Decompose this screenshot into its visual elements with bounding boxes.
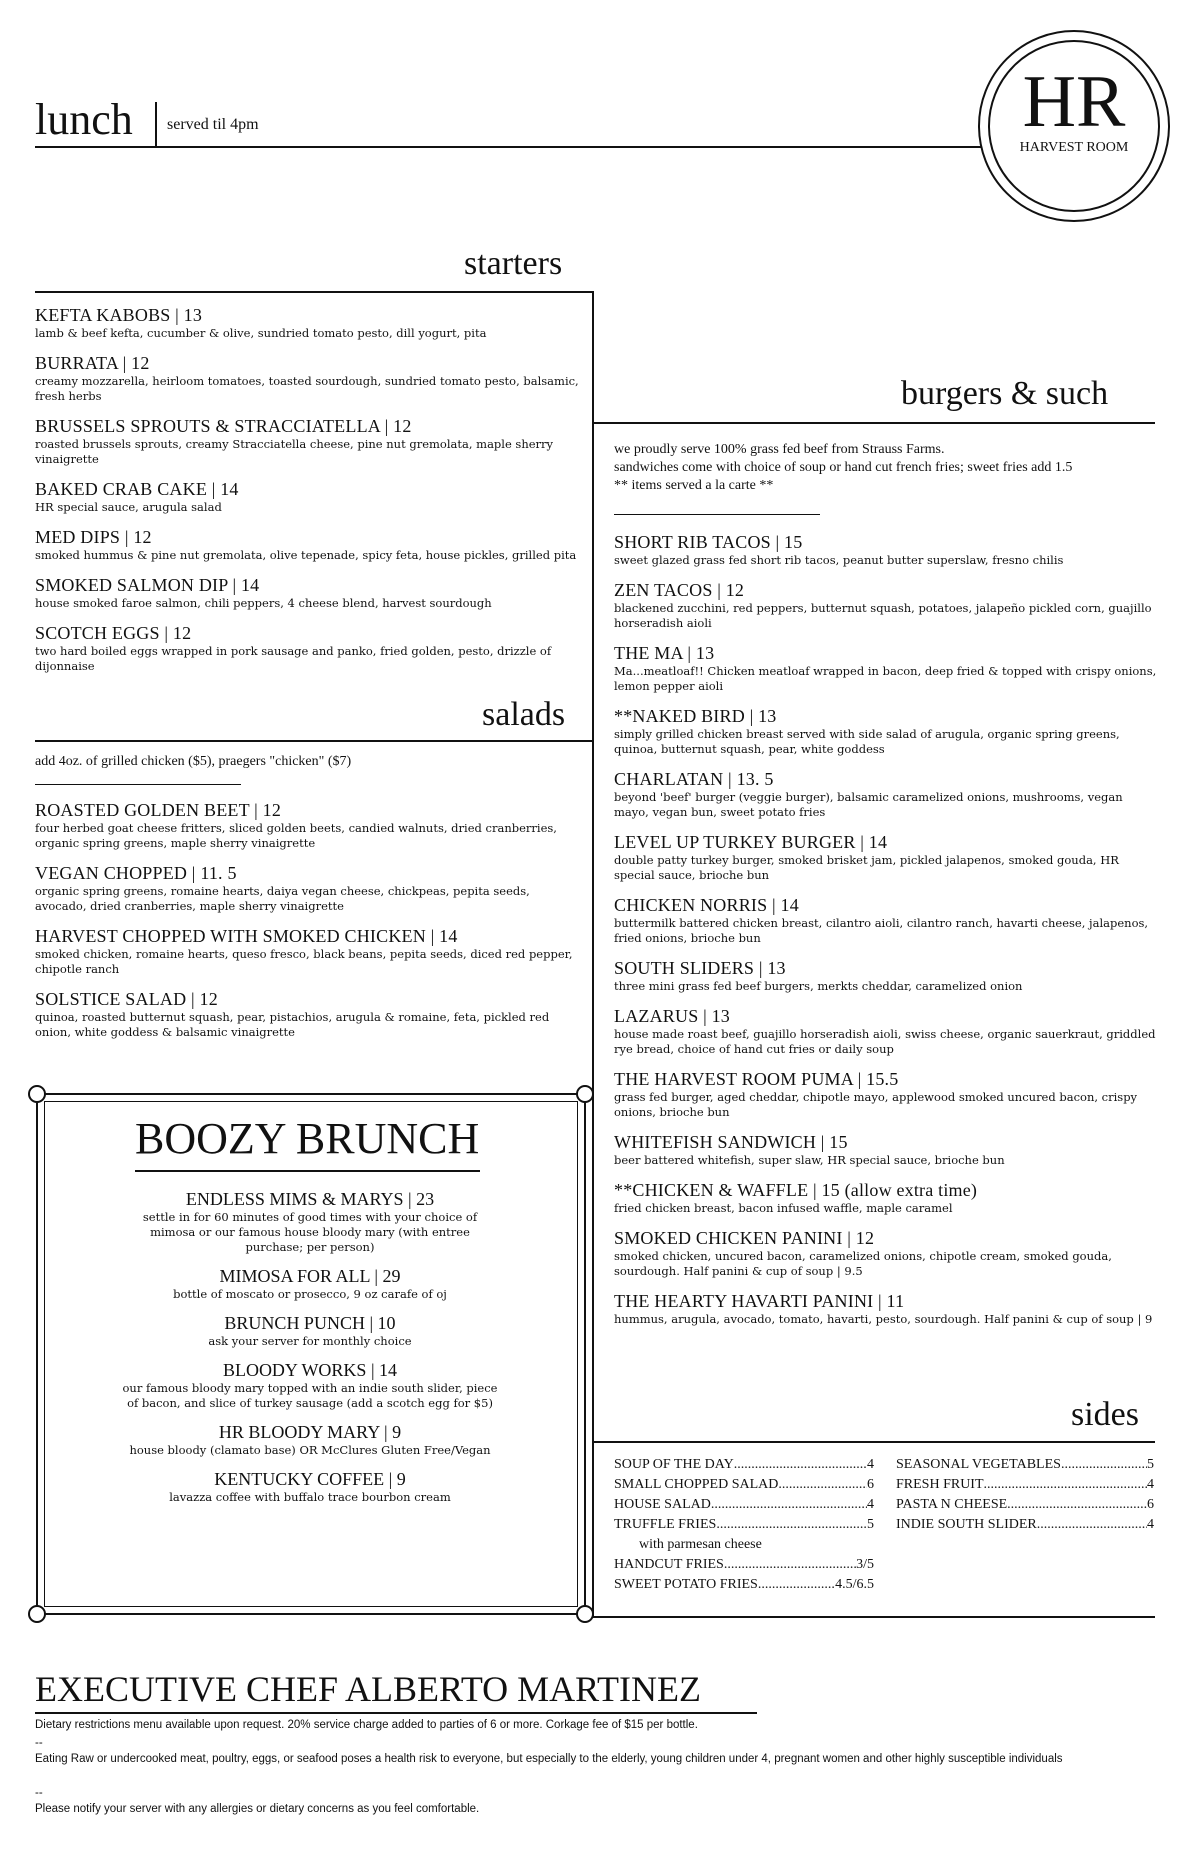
list-item — [614, 832, 1159, 883]
salads-list — [35, 800, 580, 1052]
item-desc: lavazza coffee with buffalo trace bourbon cream — [169, 1490, 451, 1504]
served-note: served til 4pm — [167, 116, 259, 133]
item-desc: settle in for 60 minutes of good times with your choice of mimosa or our famous house bloody mary (with entree purchase; per person) — [142, 1210, 478, 1254]
side-row — [614, 1455, 874, 1475]
header-divider — [155, 102, 157, 146]
footer-separator: -- — [35, 1787, 43, 1799]
item-name: SMOKED CHICKEN PANINI | 12 — [614, 1228, 875, 1248]
item-name: KEFTA KABOBS | 13 — [35, 305, 203, 325]
logo-initials: HR — [1022, 61, 1126, 143]
list-item — [614, 895, 1159, 946]
frame-corner — [576, 1605, 594, 1623]
page-title: lunch — [35, 95, 133, 144]
side-leader — [716, 1515, 867, 1535]
item-name: LAZARUS | 13 — [614, 1006, 731, 1026]
item-desc: house smoked faroe salmon, chili peppers, 4 cheese blend, harvest sourdough — [35, 596, 492, 610]
footer-line: Please notify your server with any allergies or dietary concerns as you feel comfortable. — [35, 1803, 480, 1815]
side-price: 4 — [867, 1457, 874, 1472]
item-desc: two hard boiled eggs wrapped in pork sausage and panko, fried golden, pesto, drizzle of dijonnaise — [35, 644, 552, 673]
item-desc: hummus, arugula, avocado, tomato, havarti, pesto, sourdough. Half panini & cup of soup | 9 — [614, 1312, 1153, 1326]
side-price: 5 — [867, 1517, 874, 1532]
item-desc: three mini grass fed beef burgers, merkts cheddar, caramelized onion — [614, 979, 1023, 993]
list-item — [614, 1291, 1159, 1327]
sides-rule — [592, 1441, 1155, 1443]
logo-name: HARVEST ROOM — [1019, 140, 1129, 155]
item-name: BRUSSELS SPROUTS & STRACCIATELLA | 12 — [35, 416, 412, 436]
item-name: SHORT RIB TACOS | 15 — [614, 532, 803, 552]
item-name: CHICKEN NORRIS | 14 — [614, 895, 799, 915]
item-desc: HR special sauce, arugula salad — [35, 500, 222, 514]
side-name: SWEET POTATO FRIES — [614, 1577, 758, 1592]
list-item — [120, 1468, 500, 1505]
item-name: KENTUCKY COFFEE | 9 — [214, 1469, 406, 1489]
side-price: 6 — [1147, 1497, 1154, 1512]
side-row — [896, 1515, 1154, 1535]
item-name: BLOODY WORKS | 14 — [222, 1360, 398, 1380]
side-leader — [984, 1475, 1147, 1495]
item-name: CHARLATAN | 13. 5 — [614, 769, 774, 789]
burgers-list — [614, 532, 1159, 1339]
list-item — [120, 1188, 500, 1255]
side-row — [614, 1555, 874, 1575]
sides-right — [896, 1455, 1154, 1535]
list-item — [35, 479, 580, 515]
list-item — [614, 958, 1159, 994]
side-row — [614, 1475, 874, 1495]
list-item — [614, 1132, 1159, 1168]
salads-short-rule — [35, 784, 241, 785]
item-name: VEGAN CHOPPED | 11. 5 — [35, 863, 237, 883]
list-item — [35, 926, 580, 977]
list-item — [120, 1421, 500, 1458]
burgers-short-rule — [614, 514, 820, 515]
item-desc: smoked hummus & pine nut gremolata, olive tepenade, spicy feta, house pickles, grilled pita — [35, 548, 577, 562]
side-leader — [724, 1555, 856, 1575]
item-desc: quinoa, roasted butternut squash, pear, pistachios, arugula & romaine, feta, pickled red onion, white goddess & balsamic vinaigrette — [35, 1010, 550, 1039]
side-price: 6 — [867, 1477, 874, 1492]
list-item — [614, 769, 1159, 820]
side-name: PASTA N CHEESE — [896, 1497, 1008, 1512]
side-price: 3/5 — [856, 1557, 874, 1572]
item-name: SCOTCH EGGS | 12 — [35, 623, 192, 643]
burgers-notes — [614, 441, 1159, 495]
salads-title: salads — [482, 696, 566, 733]
list-item — [35, 863, 580, 914]
list-item — [614, 1006, 1159, 1057]
side-name: TRUFFLE FRIES — [614, 1517, 717, 1532]
chef-title: EXECUTIVE CHEF ALBERTO MARTINEZ — [35, 1669, 701, 1709]
side-row — [614, 1575, 874, 1595]
list-item — [614, 532, 1159, 568]
side-price: 4.5/6.5 — [835, 1577, 874, 1592]
item-desc: ask your server for monthly choice — [208, 1334, 412, 1348]
sides-bottom-rule — [592, 1616, 1155, 1618]
list-item — [35, 989, 580, 1040]
item-name: SOUTH SLIDERS | 13 — [614, 958, 786, 978]
header-rule — [35, 146, 990, 148]
side-price: 5 — [1147, 1457, 1154, 1472]
footer-separator: -- — [35, 1737, 43, 1749]
item-name: SMOKED SALMON DIP | 14 — [35, 575, 260, 595]
burgers-note: we proudly serve 100% grass fed beef from Strauss Farms. — [614, 442, 945, 457]
side-leader — [1007, 1495, 1147, 1515]
item-name: LEVEL UP TURKEY BURGER | 14 — [614, 832, 888, 852]
burgers-title: burgers & such — [901, 375, 1109, 412]
sides-title: sides — [1071, 1396, 1139, 1433]
side-leader — [758, 1575, 835, 1595]
item-desc: sweet glazed grass fed short rib tacos, peanut butter superslaw, fresno chilis — [614, 553, 1064, 567]
item-desc: smoked chicken, romaine hearts, queso fresco, black beans, pepita seeds, diced red pepper, chipotle ranch — [35, 947, 573, 976]
burgers-rule — [592, 422, 1155, 424]
item-name: MED DIPS | 12 — [35, 527, 152, 547]
item-name: **NAKED BIRD | 13 — [614, 706, 777, 726]
item-name: HARVEST CHOPPED WITH SMOKED CHICKEN | 14 — [35, 926, 458, 946]
item-desc: roasted brussels sprouts, creamy Stracciatella cheese, pine nut gremolata, maple sherry vinaigrette — [35, 437, 554, 466]
burgers-note: ** items served a la carte ** — [614, 478, 774, 493]
boozy-list — [120, 1188, 500, 1515]
boozy-rule — [135, 1170, 480, 1172]
side-leader — [1037, 1515, 1147, 1535]
item-desc: organic spring greens, romaine hearts, daiya vegan cheese, chickpeas, pepita seeds, avocado, dried cranberries, maple sherry vinaigrette — [35, 884, 530, 913]
sides-left — [614, 1455, 874, 1595]
list-item — [35, 800, 580, 851]
item-name: ENDLESS MIMS & MARYS | 23 — [185, 1189, 435, 1209]
side-name: INDIE SOUTH SLIDER — [896, 1517, 1037, 1532]
item-name: MIMOSA FOR ALL | 29 — [219, 1266, 401, 1286]
side-name: SEASONAL VEGETABLES — [896, 1457, 1061, 1472]
side-leader — [711, 1495, 867, 1515]
side-name: SMALL CHOPPED SALAD — [614, 1477, 779, 1492]
item-desc: smoked chicken, uncured bacon, caramelized onions, chipotle cream, smoked gouda, sourdough. Half panini & cup of soup | 9.5 — [614, 1249, 1112, 1278]
item-name: THE MA | 13 — [614, 643, 715, 663]
side-name: HANDCUT FRIES — [614, 1557, 724, 1572]
side-price: 4 — [1147, 1477, 1154, 1492]
frame-corner — [28, 1605, 46, 1623]
column-divider — [592, 291, 594, 1618]
item-desc: fried chicken breast, bacon infused waffle, maple caramel — [614, 1201, 953, 1215]
item-name: ROASTED GOLDEN BEET | 12 — [35, 800, 282, 820]
item-desc: our famous bloody mary topped with an indie south slider, piece of bacon, and slice of turkey sausage (add a scotch egg for $5) — [122, 1381, 498, 1410]
item-desc: bottle of moscato or prosecco, 9 oz carafe of oj — [173, 1287, 447, 1301]
item-name: THE HARVEST ROOM PUMA | 15.5 — [614, 1069, 899, 1089]
list-item — [35, 416, 580, 467]
item-desc: four herbed goat cheese fritters, sliced golden beets, candied walnuts, dried cranberries, organic spring greens, maple sherry vinaigrette — [35, 821, 557, 850]
item-desc: lamb & beef kefta, cucumber & olive, sundried tomato pesto, dill yogurt, pita — [35, 326, 487, 340]
side-row — [896, 1495, 1154, 1515]
item-name: WHITEFISH SANDWICH | 15 — [614, 1132, 848, 1152]
side-row — [614, 1495, 874, 1515]
item-name: BAKED CRAB CAKE | 14 — [35, 479, 239, 499]
list-item — [35, 623, 580, 674]
list-item — [35, 527, 580, 563]
footer-line: Eating Raw or undercooked meat, poultry, eggs, or seafood poses a health risk to everyone, but especially to the elderly, young children under 4, pregnant women and other highly susceptible individuals — [35, 1753, 1063, 1765]
side-row — [896, 1475, 1154, 1495]
item-desc: creamy mozzarella, heirloom tomatoes, toasted sourdough, sundried tomato pesto, balsamic, fresh herbs — [35, 374, 579, 403]
starters-title: starters — [464, 245, 563, 282]
item-desc: house bloody (clamato base) OR McClures Gluten Free/Vegan — [129, 1443, 491, 1457]
side-row — [896, 1455, 1154, 1475]
list-item — [35, 575, 580, 611]
list-item — [120, 1359, 500, 1411]
side-note: with parmesan cheese — [639, 1537, 762, 1552]
footer-line: Dietary restrictions menu available upon request. 20% service charge added to parties of 6 or more. Corkage fee of $15 per bottle. — [35, 1719, 698, 1731]
item-desc: blackened zucchini, red peppers, butternut squash, potatoes, jalapeño pickled corn, guajillo horseradish aioli — [614, 601, 1152, 630]
list-item — [120, 1312, 500, 1349]
side-leader — [734, 1455, 867, 1475]
side-name: HOUSE SALAD — [614, 1497, 711, 1512]
side-leader — [1061, 1455, 1147, 1475]
item-desc: house made roast beef, guajillo horseradish aioli, swiss cheese, organic sauerkraut, griddled rye bread, choice of hand cut fries or daily soup — [614, 1027, 1156, 1056]
item-desc: Ma...meatloaf!! Chicken meatloaf wrapped in bacon, deep fried & topped with crispy onions, lemon pepper aioli — [614, 664, 1157, 693]
side-name: SOUP OF THE DAY — [614, 1457, 734, 1472]
item-desc: beer battered whitefish, super slaw, HR special sauce, brioche bun — [614, 1153, 1005, 1167]
list-item — [614, 643, 1159, 694]
item-name: BURRATA | 12 — [35, 353, 150, 373]
list-item — [35, 353, 580, 404]
side-row — [614, 1515, 874, 1535]
item-desc: beyond 'beef' burger (veggie burger), balsamic caramelized onions, mushrooms, vegan mayo, vegan bun, sweet potato fries — [614, 790, 1123, 819]
side-name: FRESH FRUIT — [896, 1477, 984, 1492]
list-item — [614, 1228, 1159, 1279]
salads-rule — [35, 740, 594, 742]
list-item — [614, 706, 1159, 757]
item-name: BRUNCH PUNCH | 10 — [224, 1313, 396, 1333]
salads-note: add 4oz. of grilled chicken ($5), praegers "chicken" ($7) — [35, 754, 352, 769]
item-name: SOLSTICE SALAD | 12 — [35, 989, 218, 1009]
item-desc: buttermilk battered chicken breast, cilantro aioli, cilantro ranch, havarti cheese, jalapenos, fried onions, brioche bun — [614, 916, 1149, 945]
item-desc: grass fed burger, aged cheddar, chipotle mayo, applewood smoked uncured bacon, crispy onions, brioche bun — [614, 1090, 1138, 1119]
frame-corner — [576, 1085, 594, 1103]
list-item — [120, 1265, 500, 1302]
starters-rule — [35, 291, 594, 293]
side-price: 4 — [867, 1497, 874, 1512]
item-name: **CHICKEN & WAFFLE | 15 (allow extra time) — [614, 1180, 978, 1200]
list-item — [614, 1069, 1159, 1120]
list-item — [614, 1180, 1159, 1216]
boozy-title: BOOZY BRUNCH — [135, 1114, 480, 1163]
side-leader — [778, 1475, 867, 1495]
list-item — [614, 580, 1159, 631]
item-name: ZEN TACOS | 12 — [614, 580, 745, 600]
burgers-note: sandwiches come with choice of soup or hand cut french fries; sweet fries add 1.5 — [614, 460, 1073, 475]
item-name: THE HEARTY HAVARTI PANINI | 11 — [614, 1291, 905, 1311]
item-desc: double patty turkey burger, smoked brisket jam, pickled jalapenos, smoked gouda, HR special sauce, brioche bun — [614, 853, 1119, 882]
side-price: 4 — [1147, 1517, 1154, 1532]
chef-rule — [35, 1712, 757, 1714]
list-item — [35, 305, 580, 341]
item-desc: simply grilled chicken breast served with side salad of arugula, organic spring greens, quinoa, butternut squash, pear, white goddess — [614, 727, 1120, 756]
starters-list — [35, 305, 580, 686]
item-name: HR BLOODY MARY | 9 — [218, 1422, 402, 1442]
